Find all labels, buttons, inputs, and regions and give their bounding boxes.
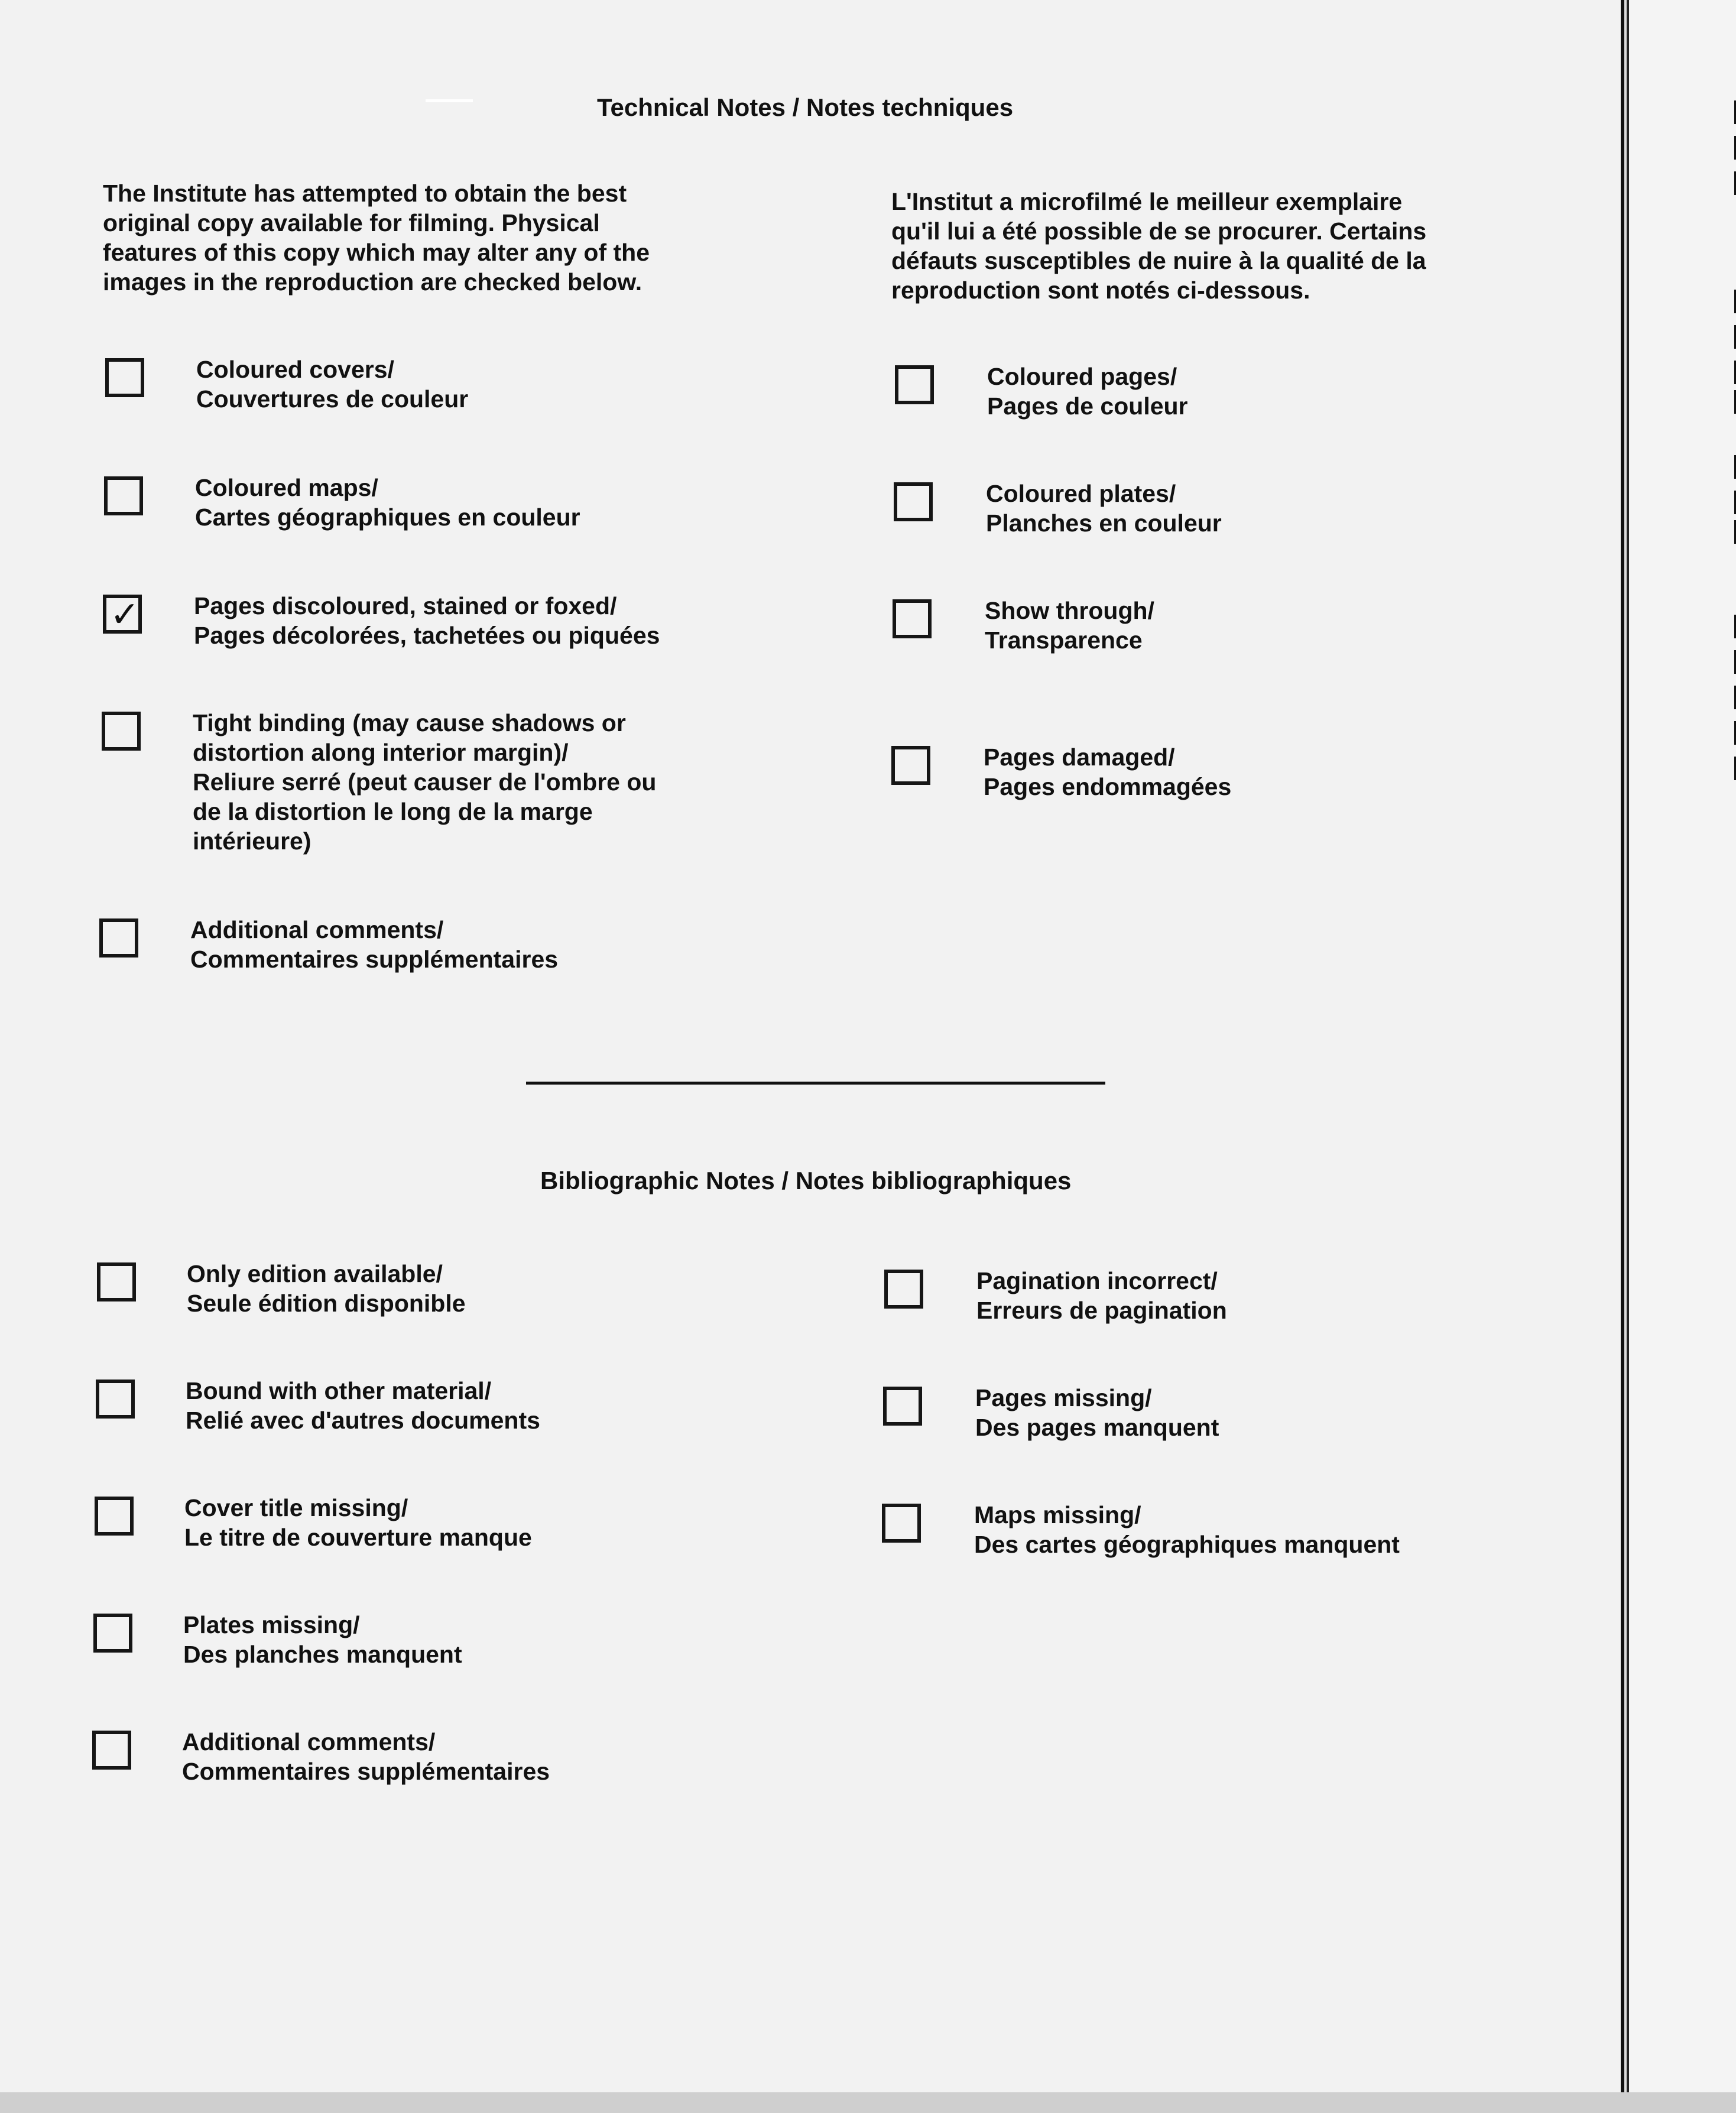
intro-line: L'Institut a microfilmé le meilleur exemplaire (891, 188, 1403, 215)
checkbox[interactable] (95, 1497, 134, 1536)
checkbox[interactable] (884, 1270, 923, 1309)
intro-line: images in the reproduction are checked below. (103, 268, 643, 296)
item-label: Show through/ Transparence (985, 597, 1154, 654)
item-label: Tight binding (may cause shadows or distortion along interior margin)/ Reliure serré (peut causer de l'ombre ou de la distortion le long de la marge intérieure) (193, 709, 657, 855)
technical-notes-heading: Technical Notes / Notes techniques (597, 93, 1014, 121)
item-label: Cover title missing/ Le titre de couverture manque (184, 1494, 532, 1551)
intro-french (891, 187, 1426, 305)
intro-line: qu'il lui a été possible de se procurer. Certains (891, 218, 1427, 245)
checkbox[interactable] (102, 712, 141, 751)
item-label: Pages missing/ Des pages manquent (975, 1384, 1219, 1441)
item-label: Pagination incorrect/ Erreurs de pagination (976, 1267, 1227, 1324)
checkbox[interactable] (104, 476, 143, 515)
bibliographic-notes-heading: Bibliographic Notes / Notes bibliographiques (540, 1167, 1072, 1195)
checkbox[interactable] (103, 595, 142, 634)
intro-english (103, 178, 650, 297)
checkbox[interactable] (97, 1262, 136, 1301)
item-label: Plates missing/ Des planches manquent (183, 1611, 462, 1668)
item-label: Coloured covers/ Couvertures de couleur (196, 356, 469, 413)
checkbox[interactable] (895, 365, 934, 404)
intro-line: The Institute has attempted to obtain the best (103, 180, 627, 207)
item-label: Bound with other material/ Relié avec d'autres documents (186, 1377, 540, 1434)
checkbox[interactable] (99, 918, 138, 957)
checkbox[interactable] (893, 599, 932, 638)
checkbox[interactable] (882, 1504, 921, 1543)
item-label: Additional comments/ Commentaires supplémentaires (190, 916, 559, 973)
checkbox[interactable] (93, 1614, 132, 1653)
item-label: Coloured pages/ Pages de couleur (987, 363, 1188, 420)
item-label: Pages discoloured, stained or foxed/ Pages décolorées, tachetées ou piquées (194, 592, 660, 649)
item-label: Only edition available/ Seule édition disponible (187, 1260, 466, 1317)
intro-line: features of this copy which may alter any of the (103, 239, 650, 266)
intro-line: original copy available for filming. Physical (103, 209, 600, 236)
checkbox[interactable] (92, 1731, 131, 1770)
item-label: Maps missing/ Des cartes géographiques manquent (974, 1501, 1400, 1558)
intro-line: reproduction sont notés ci-dessous. (891, 277, 1310, 304)
checkbox[interactable] (105, 358, 144, 397)
item-label: Additional comments/ Commentaires supplémentaires (182, 1728, 550, 1785)
checkbox[interactable] (96, 1380, 135, 1419)
scan-artifact (426, 99, 473, 102)
checkmark-icon: ✓ (110, 594, 140, 635)
scan-edge (0, 2092, 1736, 2113)
item-label: Coloured plates/ Planches en couleur (986, 480, 1222, 537)
checkbox[interactable] (883, 1387, 922, 1426)
item-label: Coloured maps/ Cartes géographiques en couleur (195, 474, 580, 531)
checkbox[interactable] (891, 746, 930, 785)
adjacent-page-edge (1627, 0, 1736, 2113)
checkbox[interactable] (894, 482, 933, 521)
intro-line: défauts susceptibles de nuire à la qualité de la (891, 247, 1426, 274)
item-label: Pages damaged/ Pages endommagées (984, 744, 1232, 800)
section-divider (526, 1082, 1105, 1085)
